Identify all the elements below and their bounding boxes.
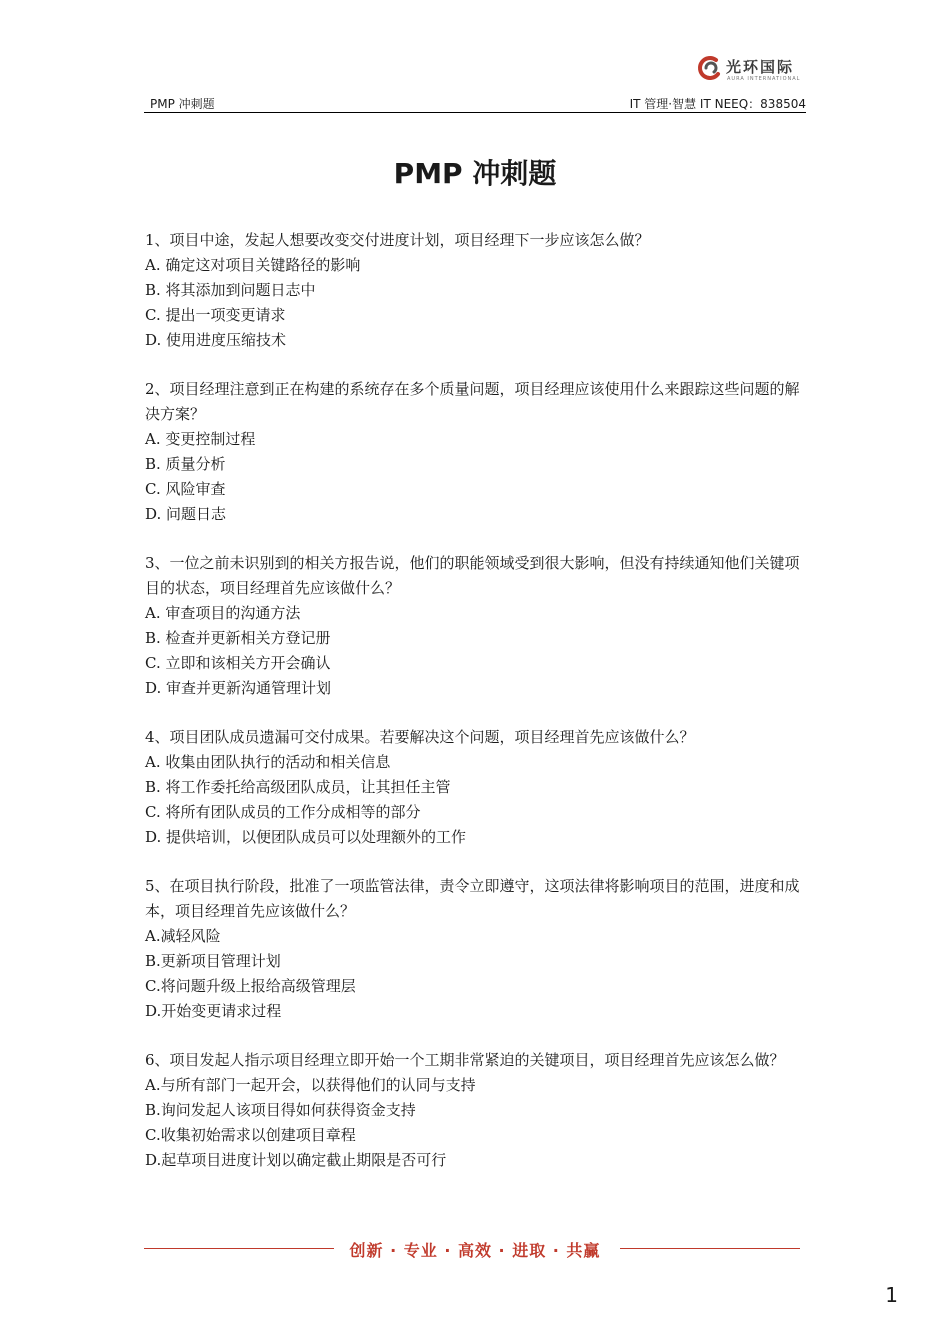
footer-slogan: 创新 · 专业 · 高效 · 进取 · 共赢 bbox=[349, 1241, 601, 1260]
logo-subtitle: AURA INTERNATIONAL bbox=[727, 76, 801, 82]
question-stem: 4、项目团队成员遗漏可交付成果。若要解决这个问题，项目经理首先应该做什么？ bbox=[145, 728, 695, 746]
header-divider bbox=[144, 112, 806, 113]
option-b: B. 质量分析 bbox=[145, 455, 226, 473]
question-stem: 3、一位之前未识别到的相关方报告说，他们的职能领域受到很大影响，但没有持续通知他们关键项目的状态，项目经理首先应该做什么？ bbox=[145, 554, 800, 597]
option-c: C. 提出一项变更请求 bbox=[145, 306, 286, 324]
header-company-info: IT 管理·智慧 IT NEEQ：838504 bbox=[629, 97, 806, 111]
option-d: D.起草项目进度计划以确定截止期限是否可行 bbox=[145, 1151, 447, 1169]
question-3 bbox=[145, 551, 810, 701]
question-5 bbox=[145, 874, 810, 1024]
option-c: C. 风险审查 bbox=[145, 480, 226, 498]
page-number: 1 bbox=[885, 1283, 898, 1307]
logo-name: 光环国际 bbox=[726, 58, 795, 76]
logo-swirl-icon bbox=[696, 54, 724, 84]
option-d: D. 使用进度压缩技术 bbox=[145, 331, 287, 349]
option-a: A. 变更控制过程 bbox=[145, 430, 256, 448]
option-a: A. 审查项目的沟通方法 bbox=[145, 604, 301, 622]
question-1 bbox=[145, 228, 810, 353]
question-stem: 6、项目发起人指示项目经理立即开始一个工期非常紧迫的关键项目，项目经理首先应该怎么做？ bbox=[145, 1051, 785, 1069]
question-stem: 2、项目经理注意到正在构建的系统存在多个质量问题，项目经理应该使用什么来跟踪这些问题的解决方案？ bbox=[145, 380, 800, 423]
option-b: B. 将其添加到问题日志中 bbox=[145, 281, 316, 299]
question-stem: 5、在项目执行阶段，批准了一项监管法律，责令立即遵守，这项法律将影响项目的范围，进度和成本，项目经理首先应该做什么？ bbox=[145, 877, 800, 920]
option-a: A. 收集由团队执行的活动和相关信息 bbox=[145, 753, 391, 771]
option-a: A.与所有部门一起开会，以获得他们的认同与支持 bbox=[145, 1076, 476, 1094]
option-d: D. 审查并更新沟通管理计划 bbox=[145, 679, 332, 697]
company-logo bbox=[696, 54, 806, 88]
option-b: B.询问发起人该项目得如何获得资金支持 bbox=[145, 1101, 416, 1119]
header-doc-title: PMP 冲刺题 bbox=[150, 97, 215, 111]
option-c: C.将问题升级上报给高级管理层 bbox=[145, 977, 356, 995]
option-d: D.开始变更请求过程 bbox=[145, 1002, 282, 1020]
option-d: D. 问题日志 bbox=[145, 505, 227, 523]
option-c: C. 将所有团队成员的工作分成相等的部分 bbox=[145, 803, 421, 821]
question-4 bbox=[145, 725, 810, 850]
question-list bbox=[145, 228, 810, 1197]
option-a: A.减轻风险 bbox=[145, 927, 221, 945]
page-title: PMP 冲刺题 bbox=[393, 157, 557, 190]
option-b: B.更新项目管理计划 bbox=[145, 952, 281, 970]
option-d: D. 提供培训，以便团队成员可以处理额外的工作 bbox=[145, 828, 467, 846]
option-b: B. 将工作委托给高级团队成员，让其担任主管 bbox=[145, 778, 451, 796]
question-6 bbox=[145, 1048, 810, 1173]
option-c: C.收集初始需求以创建项目章程 bbox=[145, 1126, 356, 1144]
option-a: A. 确定这对项目关键路径的影响 bbox=[145, 256, 361, 274]
option-c: C. 立即和该相关方开会确认 bbox=[145, 654, 331, 672]
option-b: B. 检查并更新相关方登记册 bbox=[145, 629, 331, 647]
question-2 bbox=[145, 377, 810, 527]
question-stem: 1、项目中途，发起人想要改变交付进度计划，项目经理下一步应该怎么做？ bbox=[145, 231, 650, 249]
